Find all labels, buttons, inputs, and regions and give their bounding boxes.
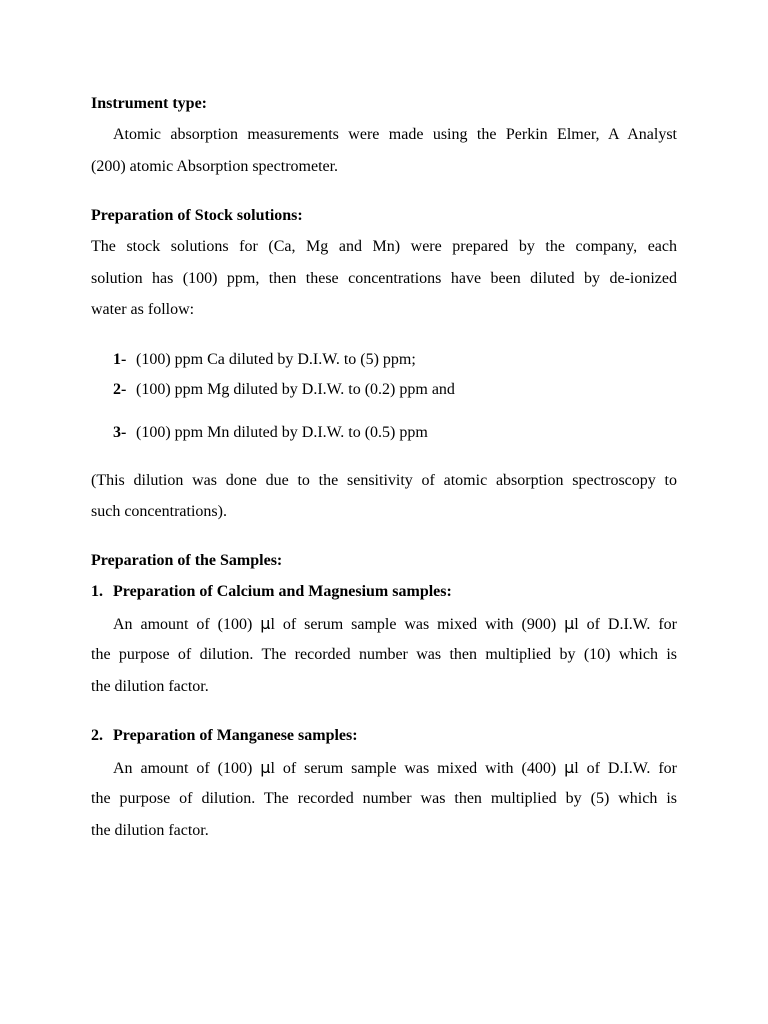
text-run: l of serum sample was mixed with (400)	[270, 760, 565, 777]
list-item-text: (100) ppm Mg diluted by D.I.W. to (0.2) ppm and	[136, 381, 455, 398]
instrument-paragraph-line-2: (200) atomic Absorption spectrometer.	[91, 158, 339, 175]
text-run: l of D.I.W. for	[574, 616, 678, 633]
micro-symbol: µ	[564, 758, 575, 777]
list-item-text: (100) ppm Ca diluted by D.I.W. to (5) ppm;	[136, 351, 416, 368]
section-title: Preparation of Manganese samples:	[113, 727, 358, 744]
stock-paragraph-line-3: water as follow:	[91, 301, 195, 318]
text-run: l of serum sample was mixed with (900)	[270, 616, 565, 633]
micro-symbol: µ	[564, 614, 575, 633]
dilution-note-line-2: such concentrations).	[91, 503, 227, 520]
instrument-heading: Instrument type:	[91, 95, 207, 112]
stock-paragraph-line-1: The stock solutions for (Ca, Mg and Mn) were prepared by the company, each	[91, 238, 677, 255]
micro-symbol: µ	[260, 614, 271, 633]
stock-paragraph-line-2: solution has (100) ppm, then these concentrations have been diluted by de-ionized	[91, 270, 677, 287]
dilution-note-line-1: (This dilution was done due to the sensitivity of atomic absorption spectroscopy to	[91, 472, 677, 489]
list-item-text: (100) ppm Mn diluted by D.I.W. to (0.5) ppm	[136, 424, 428, 441]
text-run: An amount of (100)	[113, 760, 261, 777]
section-paragraph-line-2: the purpose of dilution. The recorded number was then multiplied by (10) which is	[91, 646, 677, 663]
document-page	[91, 0, 677, 1024]
list-item-number: 2-	[113, 381, 127, 398]
samples-heading: Preparation of the Samples:	[91, 552, 283, 569]
instrument-paragraph-line-1: Atomic absorption measurements were made using the Perkin Elmer, A Analyst	[113, 126, 677, 143]
section-paragraph-line-3: the dilution factor.	[91, 822, 209, 839]
text-run: l of D.I.W. for	[574, 760, 678, 777]
section-number: 1.	[91, 583, 103, 600]
stock-heading: Preparation of Stock solutions:	[91, 207, 303, 224]
section-paragraph-line-2: the purpose of dilution. The recorded number was then multiplied by (5) which is	[91, 790, 677, 807]
section-paragraph-line-1	[113, 614, 677, 635]
section-paragraph-line-1	[113, 758, 677, 779]
micro-symbol: µ	[260, 758, 271, 777]
section-paragraph-line-3: the dilution factor.	[91, 678, 209, 695]
section-number: 2.	[91, 727, 103, 744]
text-run: An amount of (100)	[113, 616, 261, 633]
list-item-number: 3-	[113, 424, 127, 441]
list-item-number: 1-	[113, 351, 127, 368]
section-title: Preparation of Calcium and Magnesium samples:	[113, 583, 452, 600]
